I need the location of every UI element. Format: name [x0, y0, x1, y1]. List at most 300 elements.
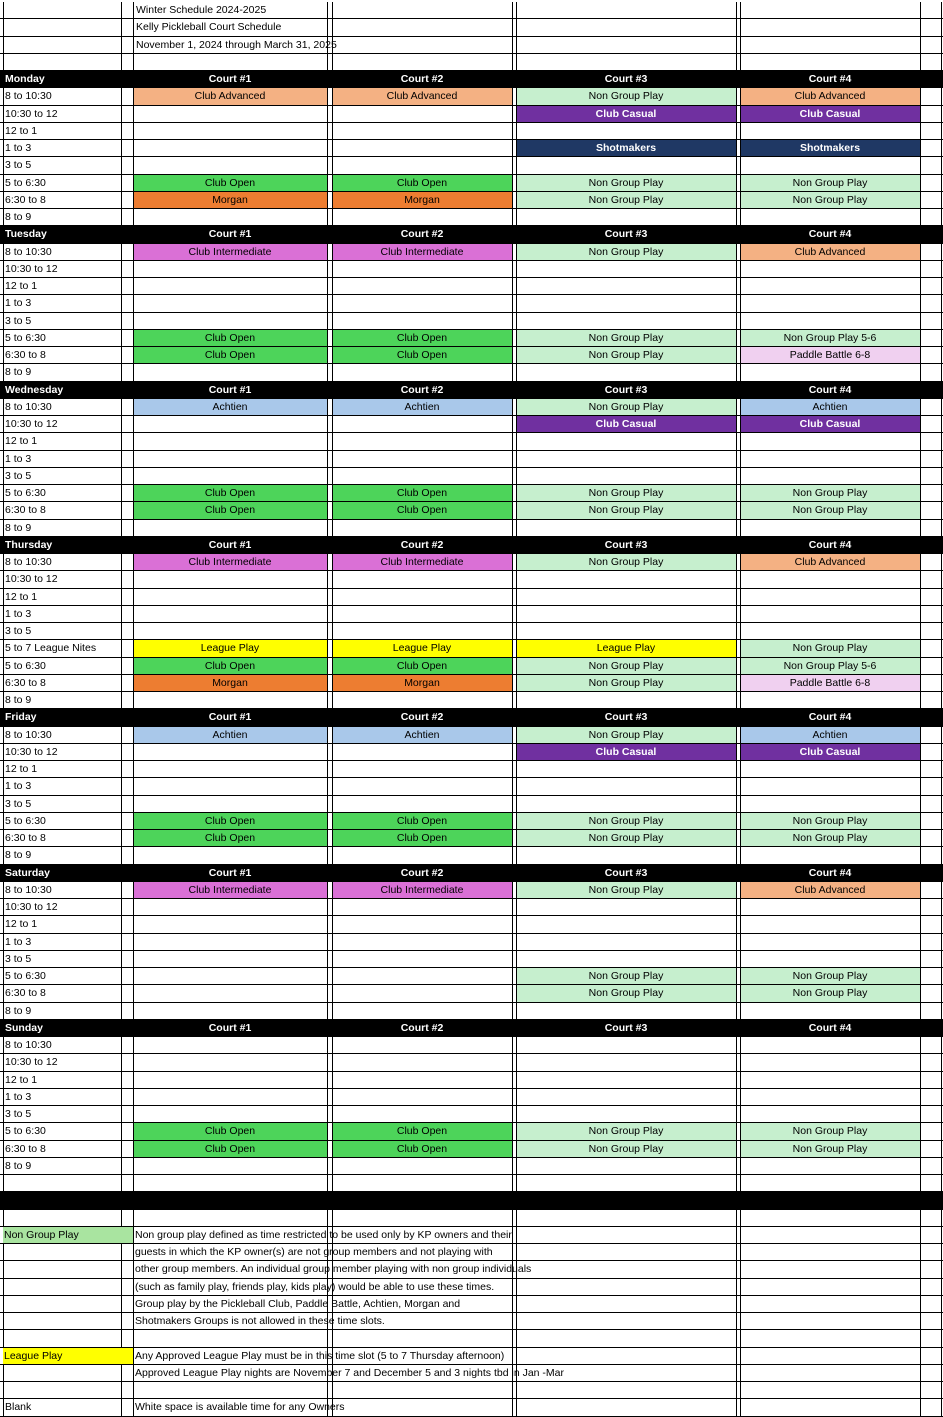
grid-line: [512, 192, 513, 208]
grid-line: [736, 468, 737, 484]
grid-line: [327, 278, 328, 294]
grid-line: [516, 347, 517, 363]
time-row: [0, 485, 943, 502]
day-header-friday: [0, 709, 943, 726]
grid-line: [133, 433, 134, 449]
schedule-title-2: Kelly Pickleball Court Schedule: [136, 21, 282, 34]
time-row: [0, 623, 943, 640]
grid-line: [920, 106, 921, 122]
time-row: [0, 951, 943, 968]
grid-line: [516, 1123, 517, 1139]
grid-line: [736, 968, 737, 984]
booking-cell: Non Group Play: [740, 968, 920, 984]
time-slot-label: 8 to 10:30: [5, 90, 52, 103]
grid-line: [327, 1054, 328, 1070]
grid-line: [516, 589, 517, 605]
grid-line: [121, 1399, 122, 1415]
court-header-3: Court #3: [604, 228, 648, 241]
time-slot-label: 12 to 1: [5, 763, 38, 776]
grid-line: [941, 1348, 942, 1364]
booking-cell: Club Open: [133, 1123, 327, 1139]
grid-line: [121, 727, 122, 743]
grid-line: [332, 364, 333, 380]
booking-cell: Non Group Play: [740, 485, 920, 501]
grid-line: [133, 761, 134, 777]
grid-line: [941, 1279, 942, 1295]
grid-line: [332, 761, 333, 777]
grid-line: [121, 1330, 122, 1346]
grid-line: [512, 1210, 513, 1226]
time-row: [0, 778, 943, 795]
time-slot-label: 6:30 to 8: [5, 193, 46, 206]
time-row: [0, 313, 943, 330]
grid-line: [516, 640, 517, 656]
grid-line: [920, 88, 921, 104]
grid-line: [941, 244, 942, 260]
grid-line: [121, 209, 122, 225]
court-header-3: Court #3: [604, 383, 648, 396]
grid-line: [512, 571, 513, 587]
grid-line: [133, 175, 134, 191]
time-slot-label: 12 to 1: [5, 435, 38, 448]
court-header-3: Court #3: [604, 711, 648, 724]
grid-line: [920, 1330, 921, 1346]
grid-line: [920, 1296, 921, 1312]
grid-line: [941, 1296, 942, 1312]
time-row: [0, 1003, 943, 1020]
day-header-tuesday: [0, 226, 943, 243]
time-row: [0, 123, 943, 140]
grid-line: [3, 19, 4, 35]
grid-line: [920, 451, 921, 467]
legend-row: [0, 1261, 943, 1278]
time-row: [0, 1123, 943, 1140]
court-header-1: Court #1: [208, 383, 252, 396]
grid-line: [332, 295, 333, 311]
day-name: Thursday: [5, 538, 53, 551]
grid-line: [327, 640, 328, 656]
grid-line: [327, 364, 328, 380]
grid-line: [133, 364, 134, 380]
day-name: Saturday: [5, 866, 50, 879]
grid-line: [516, 54, 517, 70]
grid-line: [920, 123, 921, 139]
grid-line: [740, 589, 741, 605]
grid-line: [512, 951, 513, 967]
court-header-4: Court #4: [808, 73, 852, 86]
grid-line: [740, 951, 741, 967]
spacer-row: [0, 1175, 943, 1192]
time-row: [0, 640, 943, 657]
grid-line: [941, 520, 942, 536]
grid-line: [332, 1141, 333, 1157]
booking-cell: Non Group Play: [516, 882, 736, 898]
grid-line: [133, 554, 134, 570]
grid-line: [941, 692, 942, 708]
grid-line: [941, 37, 942, 53]
grid-line: [516, 761, 517, 777]
grid-line: [133, 744, 134, 760]
time-row: [0, 330, 943, 347]
grid-line: [920, 37, 921, 53]
time-row: [0, 916, 943, 933]
grid-line: [920, 1037, 921, 1053]
time-slot-label: 10:30 to 12: [5, 418, 58, 431]
grid-line: [736, 847, 737, 863]
grid-line: [133, 502, 134, 518]
grid-line: [121, 1123, 122, 1139]
grid-line: [740, 1037, 741, 1053]
booking-cell: Paddle Battle 6-8: [740, 347, 920, 363]
time-row: [0, 1158, 943, 1175]
grid-line: [133, 589, 134, 605]
time-slot-label: 6:30 to 8: [5, 349, 46, 362]
grid-line: [133, 640, 134, 656]
booking-cell: Club Intermediate: [332, 554, 512, 570]
grid-line: [736, 1089, 737, 1105]
schedule-title-3: November 1, 2024 through March 31, 2025: [136, 38, 337, 51]
grid-line: [740, 899, 741, 915]
grid-line: [516, 1037, 517, 1053]
grid-line: [332, 520, 333, 536]
time-slot-label: 5 to 7 League Nites: [5, 642, 97, 655]
grid-line: [516, 1210, 517, 1226]
grid-line: [332, 157, 333, 173]
grid-line: [516, 744, 517, 760]
booking-cell: Non Group Play: [740, 502, 920, 518]
court-header-2: Court #2: [400, 73, 444, 86]
time-slot-label: 3 to 5: [5, 952, 32, 965]
grid-line: [121, 244, 122, 260]
booking-cell: Non Group Play: [516, 347, 736, 363]
time-slot-label: 8 to 10:30: [5, 1039, 52, 1052]
grid-line: [332, 778, 333, 794]
grid-line: [941, 1399, 942, 1415]
booking-cell: Achtien: [332, 399, 512, 415]
grid-line: [327, 123, 328, 139]
day-header-monday: [0, 71, 943, 88]
grid-line: [121, 1210, 122, 1226]
booking-cell: Club Open: [133, 1141, 327, 1157]
grid-line: [920, 1365, 921, 1381]
grid-line: [516, 727, 517, 743]
time-row: [0, 347, 943, 364]
grid-line: [121, 123, 122, 139]
grid-line: [941, 1365, 942, 1381]
grid-line: [512, 1054, 513, 1070]
grid-line: [920, 1089, 921, 1105]
court-header-2: Court #2: [400, 1021, 444, 1034]
booking-cell: Club Intermediate: [332, 244, 512, 260]
grid-line: [133, 1279, 134, 1295]
grid-line: [133, 244, 134, 260]
legend-row: [0, 1227, 943, 1244]
grid-line: [740, 761, 741, 777]
grid-line: [941, 485, 942, 501]
grid-line: [740, 2, 741, 18]
grid-line: [920, 468, 921, 484]
grid-line: [121, 1106, 122, 1122]
time-slot-label: 12 to 1: [5, 280, 38, 293]
grid-line: [736, 571, 737, 587]
grid-line: [133, 985, 134, 1001]
grid-line: [512, 123, 513, 139]
booking-cell: Non Group Play: [516, 554, 736, 570]
grid-line: [512, 88, 513, 104]
legend-row: [0, 1348, 943, 1365]
grid-line: [121, 813, 122, 829]
time-slot-label: 12 to 1: [5, 124, 38, 137]
grid-line: [736, 123, 737, 139]
booking-cell: Non Group Play: [740, 640, 920, 656]
time-row: [0, 364, 943, 381]
grid-line: [920, 157, 921, 173]
court-header-3: Court #3: [604, 866, 648, 879]
grid-line: [512, 278, 513, 294]
grid-line: [736, 934, 737, 950]
legend-league-text: Any Approved League Play must be in this time slot (5 to 7 Thursday afternoon): [135, 1349, 505, 1362]
court-header-2: Court #2: [400, 711, 444, 724]
grid-line: [512, 675, 513, 691]
grid-line: [121, 830, 122, 846]
grid-line: [516, 951, 517, 967]
grid-line: [736, 347, 737, 363]
booking-cell: Club Open: [133, 830, 327, 846]
grid-line: [133, 140, 134, 156]
grid-line: [941, 1089, 942, 1105]
grid-line: [133, 1227, 134, 1243]
legend-row: [0, 1296, 943, 1313]
grid-line: [941, 261, 942, 277]
time-row: [0, 140, 943, 157]
booking-cell: Club Open: [332, 813, 512, 829]
booking-cell: Club Open: [332, 485, 512, 501]
grid-line: [740, 796, 741, 812]
booking-cell: Club Open: [133, 485, 327, 501]
grid-line: [3, 37, 4, 53]
grid-line: [121, 744, 122, 760]
booking-cell: Achtien: [740, 727, 920, 743]
grid-line: [516, 433, 517, 449]
booking-cell: Non Group Play: [516, 675, 736, 691]
grid-line: [920, 1244, 921, 1260]
grid-line: [327, 916, 328, 932]
grid-line: [133, 278, 134, 294]
grid-line: [920, 261, 921, 277]
grid-line: [327, 813, 328, 829]
booking-cell: Club Casual: [740, 106, 920, 122]
grid-line: [740, 399, 741, 415]
grid-line: [133, 951, 134, 967]
grid-line: [941, 330, 942, 346]
grid-line: [516, 778, 517, 794]
grid-line: [133, 192, 134, 208]
grid-line: [920, 589, 921, 605]
grid-line: [740, 364, 741, 380]
booking-cell: Club Casual: [516, 416, 736, 432]
grid-line: [332, 1158, 333, 1174]
grid-line: [512, 399, 513, 415]
grid-line: [941, 1210, 942, 1226]
spacer-row: [0, 54, 943, 71]
grid-line: [121, 985, 122, 1001]
grid-line: [736, 916, 737, 932]
time-row: [0, 675, 943, 692]
booking-cell: Non Group Play: [740, 813, 920, 829]
grid-line: [133, 88, 134, 104]
grid-line: [920, 502, 921, 518]
booking-cell: Club Open: [133, 175, 327, 191]
grid-line: [941, 175, 942, 191]
grid-line: [121, 934, 122, 950]
grid-line: [3, 1382, 4, 1398]
grid-line: [516, 1382, 517, 1398]
grid-line: [920, 1175, 921, 1191]
grid-line: [327, 416, 328, 432]
grid-line: [121, 2, 122, 18]
time-row: [0, 554, 943, 571]
time-row: [0, 847, 943, 864]
grid-line: [332, 934, 333, 950]
booking-cell: Club Open: [332, 658, 512, 674]
grid-line: [920, 433, 921, 449]
grid-line: [512, 1106, 513, 1122]
time-row: [0, 830, 943, 847]
grid-line: [736, 520, 737, 536]
grid-line: [121, 882, 122, 898]
grid-line: [512, 1072, 513, 1088]
time-row: [0, 813, 943, 830]
time-slot-label: 12 to 1: [5, 918, 38, 931]
grid-line: [327, 847, 328, 863]
grid-line: [512, 606, 513, 622]
grid-line: [736, 658, 737, 674]
grid-line: [512, 1037, 513, 1053]
grid-line: [327, 1330, 328, 1346]
grid-line: [121, 899, 122, 915]
grid-line: [941, 796, 942, 812]
grid-line: [133, 209, 134, 225]
grid-line: [133, 1003, 134, 1019]
grid-line: [327, 468, 328, 484]
grid-line: [512, 640, 513, 656]
grid-line: [920, 399, 921, 415]
grid-line: [920, 416, 921, 432]
day-header-wednesday: [0, 382, 943, 399]
grid-line: [941, 985, 942, 1001]
grid-line: [736, 19, 737, 35]
booking-cell: Club Advanced: [740, 88, 920, 104]
grid-line: [941, 468, 942, 484]
grid-line: [740, 54, 741, 70]
grid-line: [512, 589, 513, 605]
booking-cell: Club Intermediate: [133, 554, 327, 570]
grid-line: [327, 520, 328, 536]
grid-line: [920, 192, 921, 208]
grid-line: [121, 778, 122, 794]
grid-line: [516, 140, 517, 156]
booking-cell: Club Open: [332, 347, 512, 363]
time-slot-label: 8 to 9: [5, 1159, 32, 1172]
grid-line: [941, 1123, 942, 1139]
grid-line: [516, 1072, 517, 1088]
grid-line: [327, 313, 328, 329]
title-row: [0, 2, 943, 19]
grid-line: [941, 19, 942, 35]
grid-line: [920, 761, 921, 777]
grid-line: [3, 1365, 4, 1381]
grid-line: [516, 37, 517, 53]
grid-line: [941, 123, 942, 139]
grid-line: [516, 1158, 517, 1174]
time-slot-label: 6:30 to 8: [5, 1142, 46, 1155]
grid-line: [516, 1089, 517, 1105]
grid-line: [736, 244, 737, 260]
grid-line: [332, 451, 333, 467]
grid-line: [512, 416, 513, 432]
booking-cell: Non Group Play: [516, 485, 736, 501]
grid-line: [332, 640, 333, 656]
grid-line: [121, 313, 122, 329]
grid-line: [512, 295, 513, 311]
grid-line: [332, 175, 333, 191]
booking-cell: League Play: [516, 640, 736, 656]
grid-line: [327, 1106, 328, 1122]
grid-line: [516, 623, 517, 639]
day-header-thursday: [0, 537, 943, 554]
grid-line: [332, 1054, 333, 1070]
grid-line: [736, 1037, 737, 1053]
grid-line: [920, 951, 921, 967]
grid-line: [3, 1244, 4, 1260]
grid-line: [332, 899, 333, 915]
grid-line: [941, 1037, 942, 1053]
grid-line: [736, 502, 737, 518]
booking-cell: Non Group Play: [516, 727, 736, 743]
grid-line: [332, 88, 333, 104]
grid-line: [920, 313, 921, 329]
grid-line: [3, 54, 4, 70]
grid-line: [133, 1175, 134, 1191]
grid-line: [736, 175, 737, 191]
grid-line: [920, 554, 921, 570]
grid-line: [941, 1106, 942, 1122]
grid-line: [512, 1003, 513, 1019]
grid-line: [512, 1141, 513, 1157]
grid-line: [740, 554, 741, 570]
grid-line: [327, 1003, 328, 1019]
grid-line: [941, 675, 942, 691]
grid-line: [941, 640, 942, 656]
legend-league-label: League Play: [3, 1348, 133, 1364]
grid-line: [740, 1072, 741, 1088]
grid-line: [516, 175, 517, 191]
grid-line: [133, 1330, 134, 1346]
grid-line: [516, 571, 517, 587]
grid-line: [740, 1158, 741, 1174]
booking-cell: Morgan: [332, 675, 512, 691]
grid-line: [512, 468, 513, 484]
time-row: [0, 968, 943, 985]
time-slot-label: 1 to 3: [5, 452, 32, 465]
grid-line: [121, 1072, 122, 1088]
grid-line: [121, 1158, 122, 1174]
booking-cell: Non Group Play: [740, 830, 920, 846]
grid-line: [332, 433, 333, 449]
booking-cell: Non Group Play: [516, 244, 736, 260]
grid-line: [332, 416, 333, 432]
court-header-2: Court #2: [400, 866, 444, 879]
